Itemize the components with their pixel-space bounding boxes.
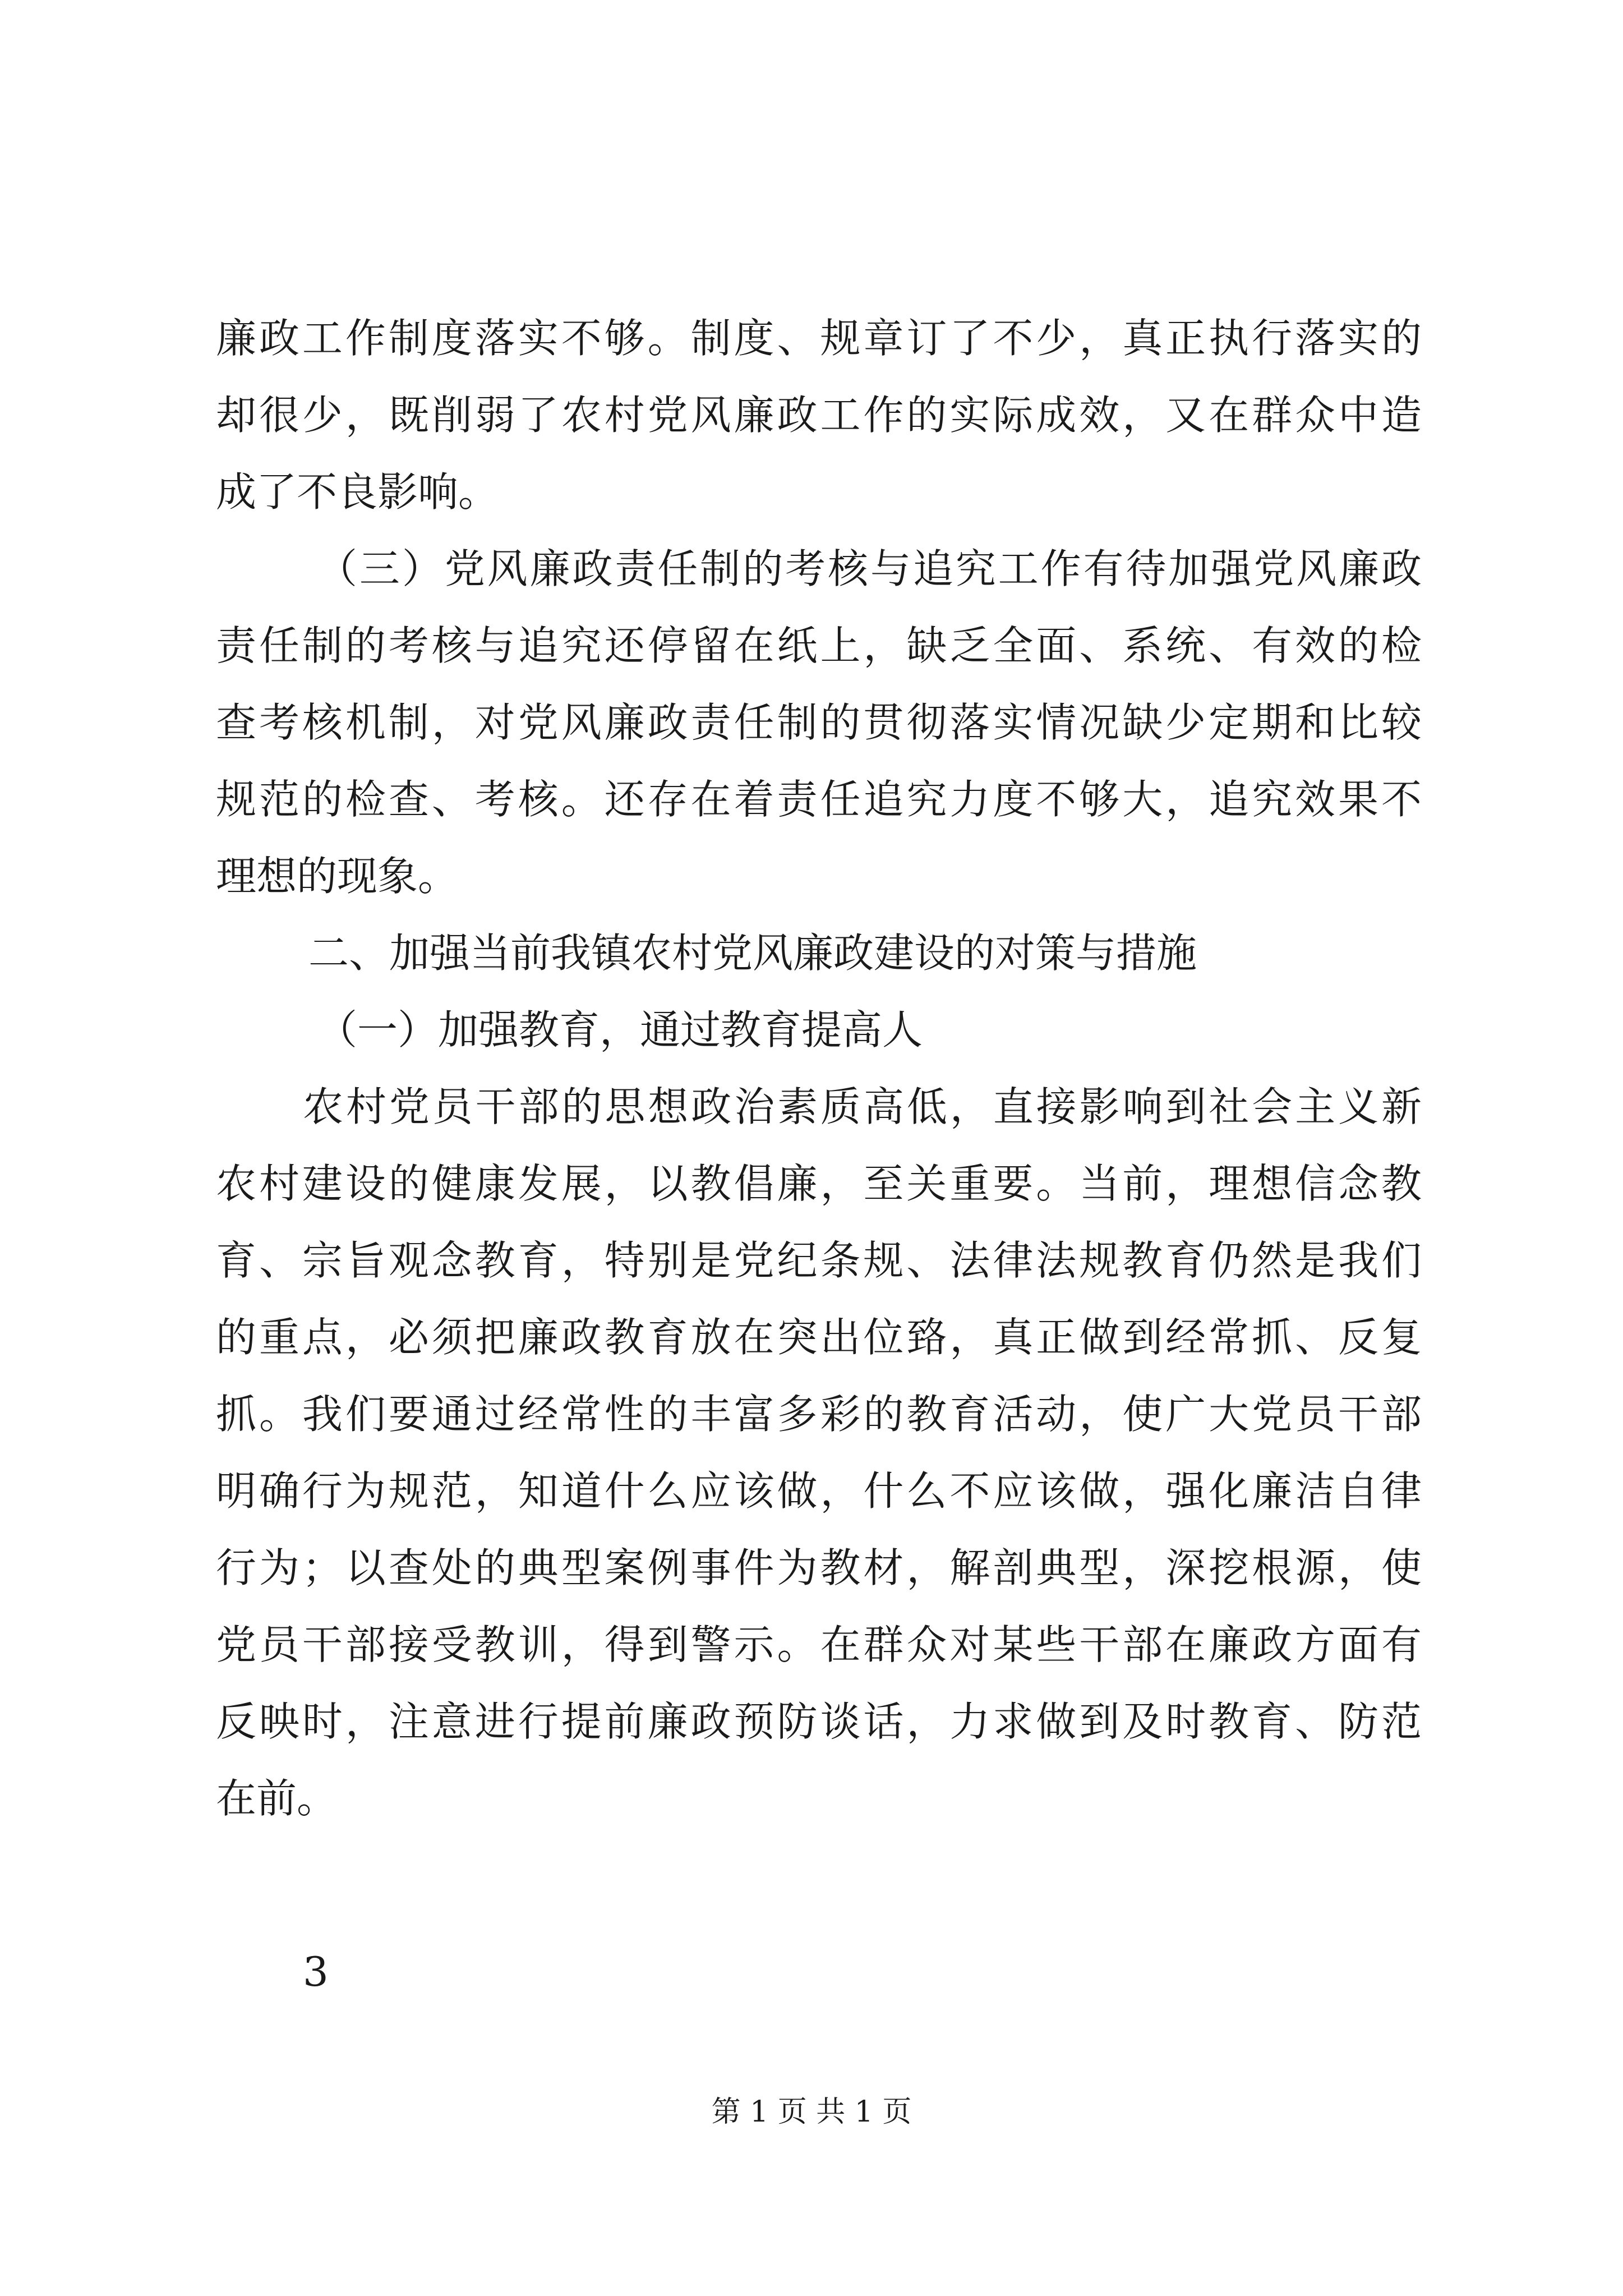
text-line: 查考核机制，对党风廉政责任制的贯彻落实情况缺少定期和比较	[216, 699, 1422, 746]
subsection-heading: （一）加强教育，通过教育提高人	[317, 1006, 923, 1053]
text-line: 责任制的考核与追究还停留在纸上，缺乏全面、系统、有效的检	[216, 622, 1422, 669]
text-line: 反映时，注意进行提前廉政预防谈话，力求做到及时教育、防范	[216, 1698, 1422, 1745]
body-text	[216, 300, 1422, 1837]
text-line: 农村党员干部的思想政治素质高低，直接影响到社会主义新	[303, 1083, 1422, 1130]
text-line: 抓。我们要通过经常性的丰富多彩的教育活动，使广大党员干部	[216, 1391, 1422, 1438]
text-line: 的重点，必须把廉政教育放在突出位臵，真正做到经常抓、反复	[216, 1314, 1422, 1361]
text-line: 规范的检查、考核。还存在着责任追究力度不够大，追究效果不	[216, 776, 1422, 823]
page-number: 3	[303, 1948, 329, 1995]
text-line: 明确行为规范，知道什么应该做，什么不应该做，强化廉洁自律	[216, 1467, 1422, 1515]
text-line: 行为；以查处的典型案例事件为教材，解剖典型，深挖根源，使	[216, 1544, 1422, 1591]
text-line: 却很少，既削弱了农村党风廉政工作的实际成效，又在群众中造	[216, 392, 1422, 439]
text-line: 党员干部接受教训，得到警示。在群众对某些干部在廉政方面有	[216, 1621, 1422, 1668]
section-heading-line: （三）党风廉政责任制的考核与追究工作有待加强党风廉政	[317, 545, 1422, 592]
text-line: 成了不良影响。	[216, 468, 499, 516]
text-line: 在前。	[216, 1775, 338, 1822]
text-line: 廉政工作制度落实不够。制度、规章订了不少，真正执行落实的	[216, 315, 1422, 362]
text-line: 农村建设的健康发展，以教倡廉，至关重要。当前，理想信念教	[216, 1160, 1422, 1207]
text-line: 育、宗旨观念教育，特别是党纪条规、法律法规教育仍然是我们	[216, 1237, 1422, 1284]
section-heading: 二、加强当前我镇农村党风廉政建设的对策与措施	[308, 930, 1197, 977]
page-footer: 第 1 页 共 1 页	[711, 2095, 912, 2129]
text-line: 理想的现象。	[216, 853, 459, 900]
